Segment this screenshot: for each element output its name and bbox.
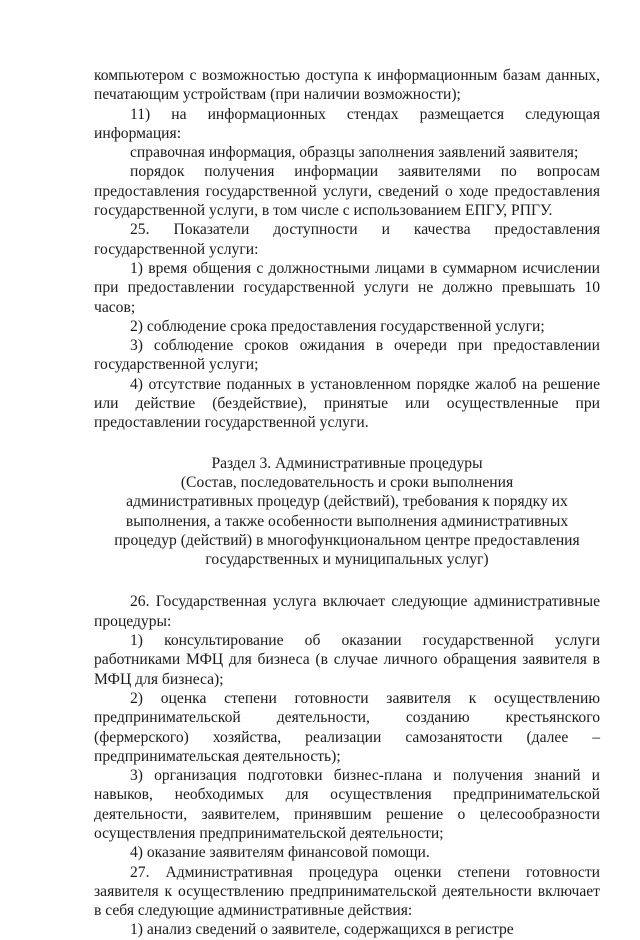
- paragraph-25-title: 25. Показатели доступности и качества предоставления государственной услуги:: [94, 221, 600, 258]
- section-subtitle-line-2: административных процедур (действий), требования к порядку их: [126, 493, 568, 511]
- paragraph-25-item-3: 3) соблюдение сроков ожидания в очереди при предоставлении государственной услуги;: [94, 337, 600, 374]
- item-11: 11) на информационных стендах размещается следующая информация:: [94, 105, 600, 142]
- paragraph-27-item-1: 1) анализ сведений о заявителе, содержащихся в регистре: [130, 921, 514, 939]
- paragraph-27-title: 27. Административная процедура оценки степени готовности заявителя к осуществлению предпринимательской деятельности включает в себя следующие административные действия:: [94, 863, 600, 920]
- paragraph-26-item-2: 2) оценка степени готовности заявителя к осуществлению предпринимательской деятельности, созданию крестьянского (фермерского) хозяйства, реализации самозанятости (далее – предпринимательская деятельность);: [94, 689, 600, 765]
- spacer: [94, 433, 600, 454]
- spacer: [94, 569, 600, 592]
- info-order: порядок получения информации заявителями по вопросам предоставления государственной услуги, сведений о ходе предоставления государственной услуги, в том числе с использованием ЕПГУ, РПГУ.: [94, 163, 600, 220]
- section-heading: [104, 454, 590, 570]
- info-reference: справочная информация, образцы заполнения заявлений заявителя;: [130, 144, 579, 162]
- paragraph-25-item-4: 4) отсутствие поданных в установленном порядке жалоб на решение или действие (бездействие), принятые или осуществленные при предоставлении государственной услуги.: [94, 375, 600, 432]
- section-subtitle-line-1: (Состав, последовательность и сроки выполнения: [180, 473, 514, 491]
- paragraph-25-item-2: 2) соблюдение срока предоставления государственной услуги;: [130, 317, 545, 335]
- paragraph-26-title: 26. Государственная услуга включает следующие административные процедуры:: [94, 593, 600, 630]
- section-subtitle-line-4: процедур (действий) в многофункциональном центре предоставления: [114, 531, 580, 549]
- section-title: Раздел 3. Административные процедуры: [211, 454, 483, 472]
- paragraph-continuation: компьютером с возможностью доступа к информационным базам данных, печатающим устройствам (при наличии возможности);: [94, 67, 600, 104]
- section-subtitle-line-3: выполнения, а также особенности выполнения административных: [125, 512, 569, 530]
- paragraph-26-item-1: 1) консультирование об оказании государственной услуги работниками МФЦ для бизнеса (в случае личного обращения заявителя в МФЦ для бизнеса);: [94, 632, 600, 688]
- section-subtitle-line-5: государственных и муниципальных услуг): [205, 551, 489, 569]
- paragraph-26-item-3: 3) организация подготовки бизнес-плана и получения знаний и навыков, необходимых для осуществления предпринимательской деятельности, заявителем, принявшим решение о целесообразности осуществления предпринимательской деятельности;: [94, 767, 600, 842]
- paragraph-25-item-1: 1) время общения с должностными лицами в суммарном исчислении при предоставлении государственной услуги не должно превышать 10 часов;: [94, 259, 600, 316]
- paragraph-26-item-4: 4) оказание заявителям финансовой помощи.: [130, 844, 430, 862]
